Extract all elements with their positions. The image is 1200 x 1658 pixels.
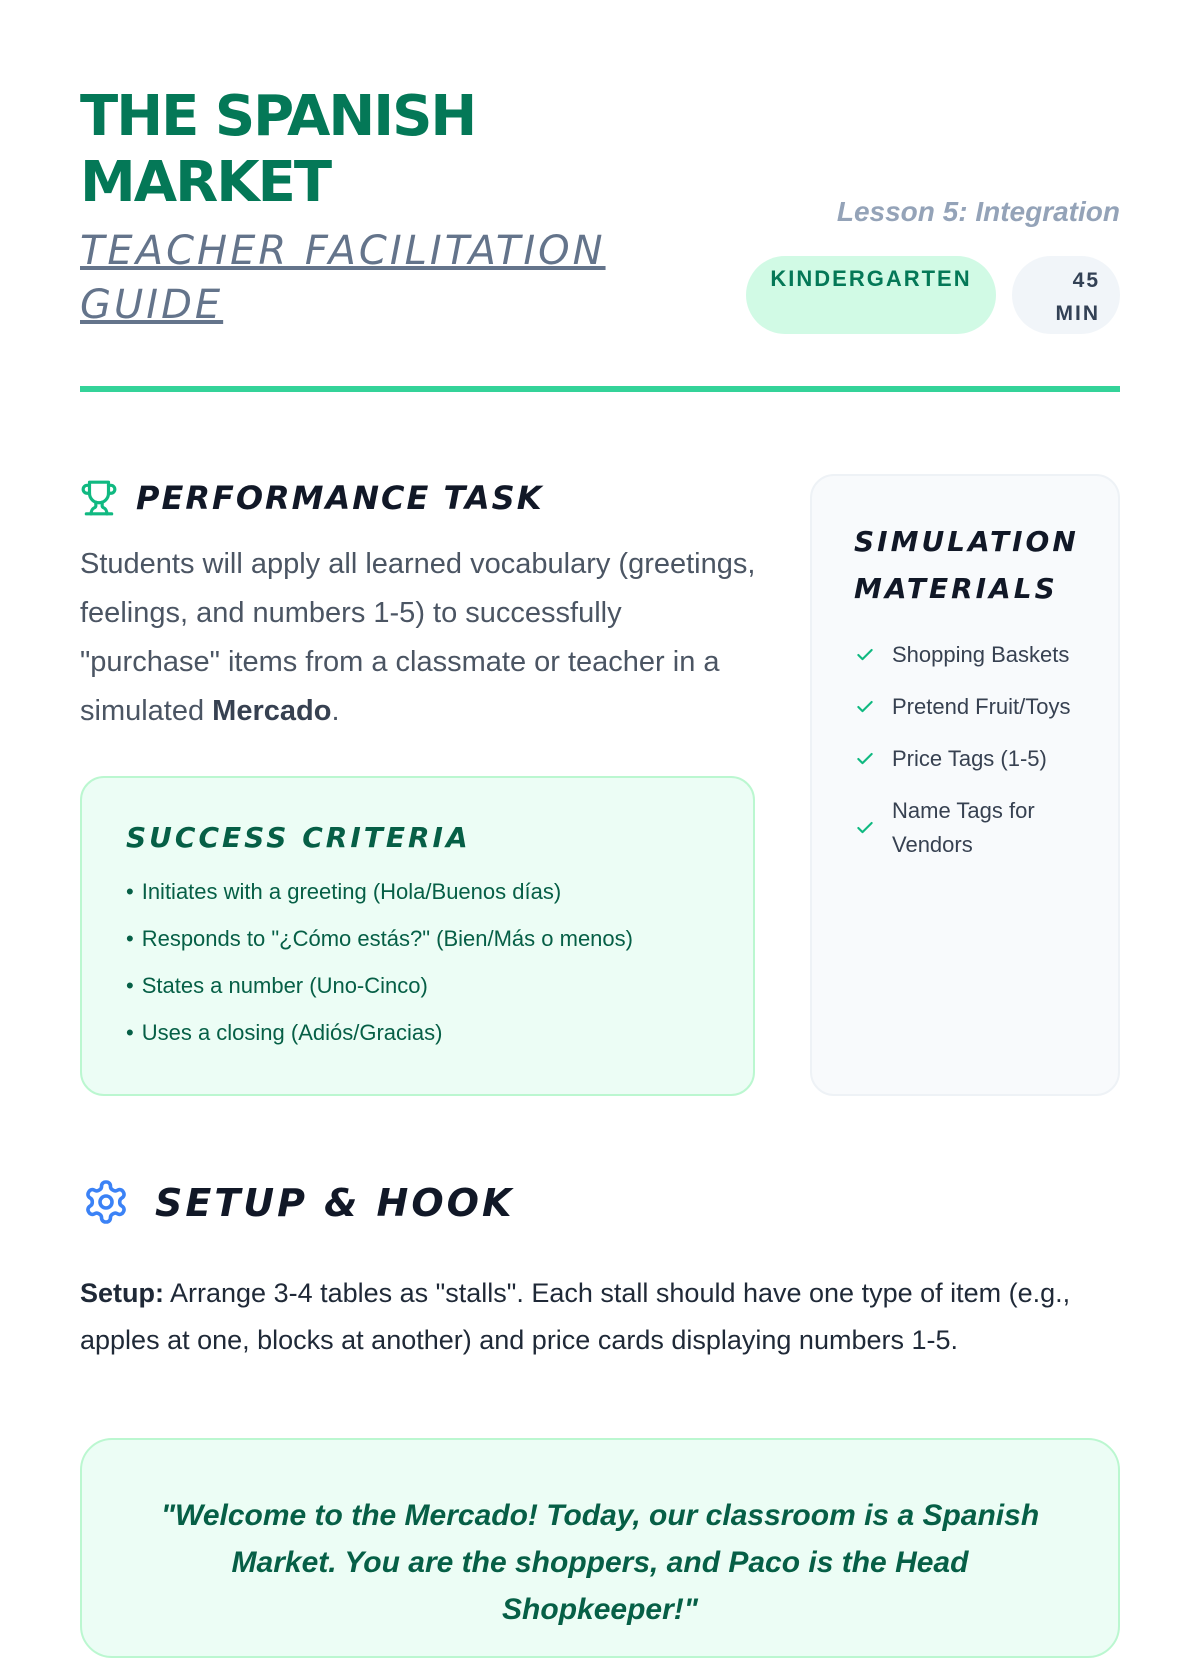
material-label: Price Tags (1-5) xyxy=(892,746,1047,771)
performance-task-heading xyxy=(80,476,780,522)
description-text: Students will apply all learned vocabulary (greetings, feelings, and numbers 1-5) to successfully "purchase" items from a classmate or teacher in a simulated xyxy=(80,548,756,727)
list-item: • States a number (Uno-Cinco) xyxy=(126,962,709,1009)
list-item xyxy=(854,638,1098,672)
lesson-label: Lesson 5: Integration xyxy=(836,196,1120,227)
materials-list xyxy=(854,638,1098,862)
duration-badge xyxy=(1012,256,1120,334)
success-criteria-box xyxy=(80,776,755,1096)
setup-label: Setup: xyxy=(80,1278,164,1308)
simulation-materials-card xyxy=(810,474,1120,1096)
performance-task-description xyxy=(80,540,760,736)
list-item: • Uses a closing (Adiós/Gracias) xyxy=(126,1009,709,1056)
grade-badge: KINDERGARTEN xyxy=(746,256,996,334)
setup-text: Arrange 3-4 tables as "stalls". Each stall should have one type of item (e.g., apples at one, blocks at another) and price cards displaying numbers 1-5. xyxy=(80,1278,1071,1355)
page-subtitle: TEACHER FACILITATION GUIDE xyxy=(80,228,606,328)
check-icon xyxy=(854,645,876,665)
check-icon xyxy=(854,818,876,838)
duration-unit: MIN xyxy=(1055,302,1100,325)
check-icon xyxy=(854,697,876,717)
page-title: THE SPANISH MARKET xyxy=(80,84,476,215)
description-bold: Mercado xyxy=(212,695,332,727)
gear-icon xyxy=(82,1178,130,1226)
hook-quote-box xyxy=(80,1438,1120,1658)
list-item xyxy=(854,690,1098,724)
setup-description xyxy=(80,1270,1120,1364)
setup-title: SETUP & HOOK xyxy=(155,1181,515,1225)
material-label: Shopping Baskets xyxy=(892,642,1070,667)
setup-heading xyxy=(80,1176,780,1232)
lesson-page xyxy=(80,0,1120,1626)
list-item: • Responds to "¿Cómo estás?" (Bien/Más o menos) xyxy=(126,915,709,962)
description-end: . xyxy=(331,695,340,727)
duration-value: 45 xyxy=(1072,269,1100,292)
success-criteria-list xyxy=(126,868,709,1056)
success-criteria-title: SUCCESS CRITERIA xyxy=(126,821,471,854)
header-divider xyxy=(80,386,1120,392)
material-label: Name Tags for Vendors xyxy=(892,798,1035,857)
check-icon xyxy=(854,749,876,769)
performance-task-title: PERFORMANCE TASK xyxy=(136,479,544,517)
trophy-icon xyxy=(80,478,118,518)
header xyxy=(80,84,1120,334)
hook-quote: "Welcome to the Mercado! Today, our classroom is a Spanish Market. You are the shoppers, and Paco is the Head Shopkeeper!" xyxy=(160,1499,1040,1626)
list-item: • Initiates with a greeting (Hola/Buenos días) xyxy=(126,868,709,915)
material-label: Pretend Fruit/Toys xyxy=(892,694,1071,719)
list-item xyxy=(854,742,1098,776)
materials-title: SIMULATION MATERIALS xyxy=(854,525,1079,605)
list-item xyxy=(854,794,1098,862)
